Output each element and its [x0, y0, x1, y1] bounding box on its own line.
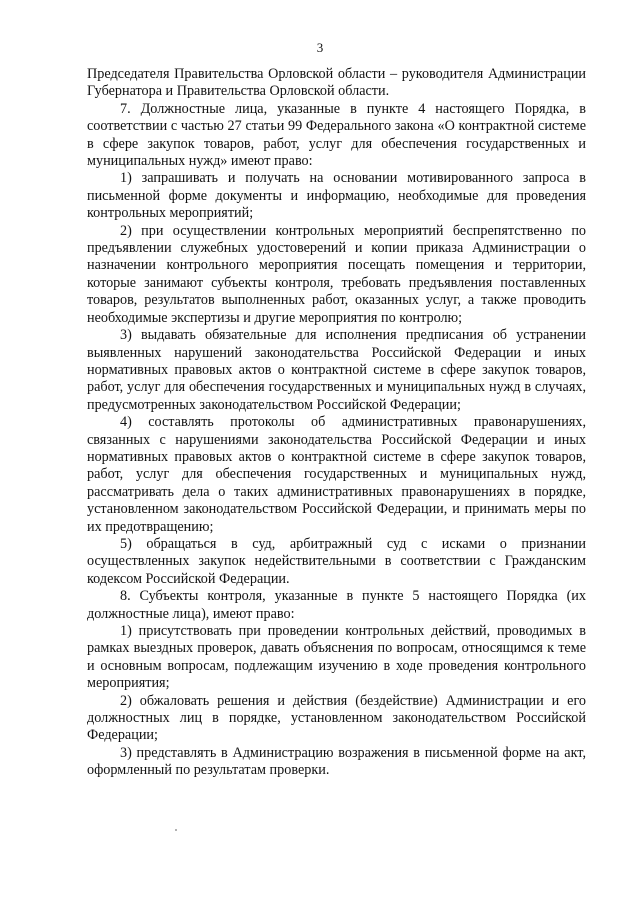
paragraph-clause-8-item-3: 3) представлять в Администрацию возражения в письменной форме на акт, оформленный по результатам проверки.: [87, 744, 586, 779]
paragraph-clause-7: 7. Должностные лица, указанные в пункте 4 настоящего Порядка, в соответствии с частью 27 статьи 99 Федерального закона «О контрактной системе в сфере закупок товаров, работ, услуг для обеспечения государственных и муниципальных нужд» имеют право:: [87, 100, 586, 170]
page-number: 3: [316, 40, 324, 55]
paragraph-clause-7-item-1: 1) запрашивать и получать на основании мотивированного запроса в письменной форме документы и информацию, необходимые для проведения контрольных мероприятий;: [87, 170, 586, 222]
paragraph-continuation: Председателя Правительства Орловской области – руководителя Администрации Губернатора и Правительства Орловской области.: [87, 66, 586, 100]
paragraph-clause-7-item-3: 3) выдавать обязательные для исполнения предписания об устранении выявленных нарушений законодательства Российской Федерации и иных нормативных правовых актов о контрактной системе в сфере закупок товаров, работ, услуг для обеспечения государственных и муниципальных нужд в случаях, предусмотренных законодательством Российской Федерации;: [87, 327, 586, 413]
paragraph-clause-8-item-2: 2) обжаловать решения и действия (бездействие) Администрации и его должностных лиц в порядке, установленном законодательством Российской Федерации;: [87, 692, 586, 744]
paragraph-clause-8: 8. Субъекты контроля, указанные в пункте 5 настоящего Порядка (их должностные лица), имеют право:: [87, 588, 586, 622]
paragraph-clause-7-item-5: 5) обращаться в суд, арбитражный суд с исками о признании осуществленных закупок недействительными в соответствии с Гражданским кодексом Российской Федерации.: [87, 535, 586, 587]
paragraph-clause-7-item-4: 4) составлять протоколы об административных правонарушениях, связанных с нарушениями законодательства Российской Федерации и иных нормативных правовых актов о контрактной системе в сфере закупок товаров, работ, услуг для обеспечения государственных и муниципальных нужд, рассматривать дела о таких административных правонарушениях в порядке, установленном законодательством Российской Федерации, и принимать меры по их предотвращению;: [87, 414, 586, 535]
scan-speck: [175, 829, 177, 831]
paragraph-clause-8-item-1: 1) присутствовать при проведении контрольных действий, проводимых в рамках выездных проверок, давать объяснения по вопросам, относящимся к теме и основным вопросам, подлежащим изучению в ходе проведения контрольного мероприятия;: [87, 623, 586, 692]
paragraph-clause-7-item-2: 2) при осуществлении контрольных мероприятий беспрепятственно по предъявлении служебных удостоверений и копии приказа Администрации о назначении контрольного мероприятия посещать помещения и территории, которые занимают субъекты контроля, требовать предъявления поставленных товаров, результатов выполненных работ, оказанных услуг, а также проводить необходимые экспертизы и другие мероприятия по контролю;: [87, 222, 586, 326]
document-body: [87, 66, 586, 780]
